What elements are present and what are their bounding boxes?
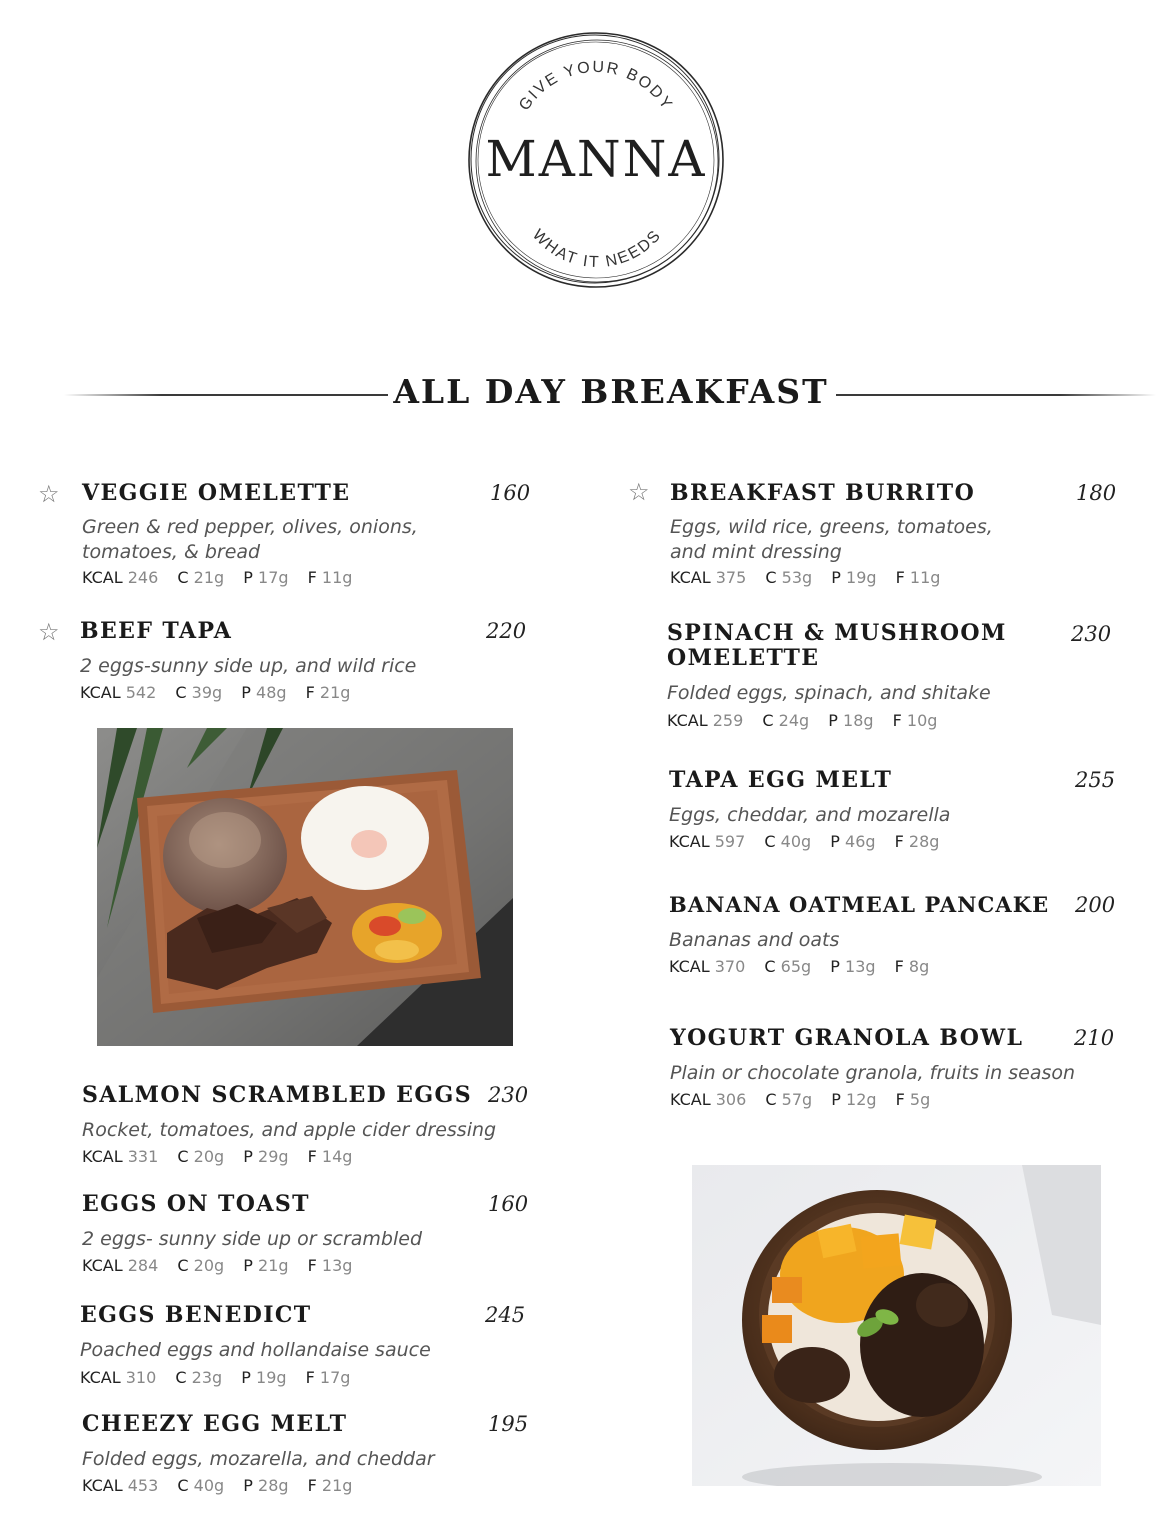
item-description: [670, 1061, 1110, 1086]
divider-right: [836, 394, 1156, 396]
item-name: SALMON SCRAMBLED EGGS: [82, 1082, 473, 1108]
item-price: 255: [1075, 768, 1116, 792]
protein-value: 17g: [258, 568, 289, 587]
fat-value: 8g: [908, 957, 930, 976]
fat-value: 11g: [909, 568, 941, 587]
carbs-label: C: [177, 1476, 189, 1495]
item-price: 230: [488, 1083, 529, 1107]
fat-label: F: [892, 711, 902, 730]
item-price: 245: [485, 1303, 526, 1327]
item-price: 160: [488, 1192, 529, 1216]
item-description: [667, 681, 1087, 706]
section-title: ALL DAY BREAKFAST: [393, 372, 829, 411]
kcal-label: KCAL: [82, 1256, 123, 1275]
fat-label: F: [307, 1147, 317, 1166]
item-description: [82, 515, 502, 565]
protein-value: 29g: [258, 1147, 289, 1166]
fat-value: 28g: [908, 832, 940, 851]
protein-label: P: [831, 1090, 841, 1109]
item-price: 200: [1075, 893, 1116, 917]
protein-value: 18g: [843, 711, 874, 730]
item-name: TAPA EGG MELT: [669, 767, 893, 793]
item-price: 220: [486, 619, 527, 643]
menu-item-eggs-benedict[interactable]: [80, 1302, 530, 1392]
item-price: 210: [1074, 1026, 1115, 1050]
nutrition-info: [82, 1147, 366, 1167]
carbs-value: 40g: [780, 832, 812, 851]
kcal-value: 453: [127, 1476, 159, 1495]
fat-label: F: [894, 957, 904, 976]
menu-item-spinach-mushroom-omelette[interactable]: [667, 621, 1117, 736]
protein-label: P: [828, 711, 838, 730]
item-description: [80, 1338, 500, 1363]
kcal-value: 284: [127, 1256, 159, 1275]
protein-label: P: [243, 568, 253, 587]
kcal-label: KCAL: [82, 1147, 123, 1166]
item-name: YOGURT GRANOLA BOWL: [670, 1025, 1024, 1051]
item-description: [670, 515, 1090, 565]
fat-value: 21g: [321, 1476, 353, 1495]
carbs-value: 53g: [781, 568, 813, 587]
kcal-label: KCAL: [670, 568, 711, 587]
kcal-label: KCAL: [669, 957, 710, 976]
item-price: 180: [1076, 481, 1117, 505]
kcal-label: KCAL: [670, 1090, 711, 1109]
carbs-label: C: [764, 957, 776, 976]
logo-arc-bottom: WHAT IT NEEDS: [528, 226, 666, 272]
nutrition-info: [667, 711, 951, 731]
carbs-value: 24g: [778, 711, 810, 730]
item-description: [82, 1447, 502, 1472]
protein-label: P: [241, 683, 251, 702]
item-name: VEGGIE OMELETTE: [82, 480, 351, 506]
menu-item-beef-tapa[interactable]: [38, 618, 530, 708]
carbs-value: 65g: [780, 957, 812, 976]
fat-label: F: [305, 1368, 315, 1387]
kcal-value: 597: [714, 832, 746, 851]
fat-label: F: [895, 568, 905, 587]
nutrition-info: [80, 1368, 364, 1388]
fat-value: 21g: [319, 683, 351, 702]
carbs-value: 20g: [193, 1147, 225, 1166]
fat-value: 13g: [321, 1256, 353, 1275]
menu-item-yogurt-granola-bowl[interactable]: [670, 1025, 1120, 1115]
carbs-value: 40g: [193, 1476, 225, 1495]
fat-label: F: [307, 1256, 317, 1275]
item-description: [82, 1118, 522, 1143]
carbs-label: C: [765, 568, 777, 587]
carbs-value: 57g: [781, 1090, 813, 1109]
nutrition-info: [82, 1476, 366, 1496]
protein-value: 28g: [258, 1476, 289, 1495]
item-name: EGGS BENEDICT: [80, 1302, 312, 1328]
nutrition-info: [669, 832, 953, 852]
carbs-label: C: [762, 711, 774, 730]
protein-value: 19g: [256, 1368, 287, 1387]
beef-tapa-plate-image: [97, 728, 513, 1046]
photo-beef-tapa: [97, 728, 513, 1046]
protein-value: 12g: [846, 1090, 877, 1109]
kcal-value: 542: [125, 683, 157, 702]
menu-item-cheezy-egg-melt[interactable]: [82, 1411, 532, 1501]
kcal-value: 310: [125, 1368, 157, 1387]
description-line: Eggs, wild rice, greens, tomatoes,: [670, 516, 993, 538]
item-name: BANANA OATMEAL PANCAKE: [669, 892, 1050, 917]
yogurt-granola-bowl-image: [692, 1165, 1101, 1486]
fat-value: 11g: [321, 568, 353, 587]
description-line: Eggs, cheddar, and mozarella: [669, 804, 951, 826]
item-price: 195: [488, 1412, 529, 1436]
description-line: Green & red pepper, olives, onions,: [82, 516, 418, 538]
description-line: Plain or chocolate granola, fruits in season: [670, 1062, 1076, 1084]
item-name: CHEEZY EGG MELT: [82, 1411, 348, 1437]
kcal-value: 306: [715, 1090, 747, 1109]
carbs-label: C: [175, 1368, 187, 1387]
kcal-label: KCAL: [82, 568, 123, 587]
item-description: [669, 928, 1089, 953]
protein-value: 48g: [256, 683, 287, 702]
menu-item-tapa-egg-melt[interactable]: [669, 767, 1119, 857]
svg-text:WHAT IT NEEDS: [529, 226, 665, 271]
item-name: SPINACH & MUSHROOM OMELETTE: [667, 620, 1007, 671]
kcal-label: KCAL: [667, 711, 708, 730]
divider-left: [64, 394, 388, 396]
fat-label: F: [305, 683, 315, 702]
item-price: 230: [1071, 622, 1112, 646]
protein-label: P: [830, 832, 840, 851]
protein-value: 19g: [846, 568, 877, 587]
description-line: Bananas and oats: [669, 929, 840, 951]
description-line: Rocket, tomatoes, and apple cider dressing: [82, 1119, 497, 1141]
item-name: BREAKFAST BURRITO: [670, 480, 976, 506]
kcal-label: KCAL: [80, 683, 121, 702]
menu-item-veggie-omelette[interactable]: [38, 480, 532, 590]
protein-value: 46g: [845, 832, 876, 851]
svg-text:GIVE YOUR BODY: [516, 59, 676, 114]
kcal-value: 259: [712, 711, 744, 730]
protein-label: P: [831, 568, 841, 587]
description-line: Folded eggs, spinach, and shitake: [667, 682, 991, 704]
logo-arc-top: GIVE YOUR BODY: [516, 58, 676, 114]
nutrition-info: [670, 568, 954, 588]
description-line: and mint dressing: [670, 541, 842, 563]
carbs-label: C: [177, 1256, 189, 1275]
fat-value: 10g: [906, 711, 938, 730]
fat-value: 17g: [319, 1368, 351, 1387]
description-line: 2 eggs-sunny side up, and wild rice: [80, 655, 417, 677]
logo-seal: [464, 26, 728, 294]
fat-label: F: [895, 1090, 905, 1109]
fat-label: F: [307, 568, 317, 587]
protein-label: P: [243, 1476, 253, 1495]
carbs-value: 23g: [191, 1368, 223, 1387]
item-name: BEEF TAPA: [80, 618, 233, 644]
nutrition-info: [669, 957, 943, 977]
carbs-label: C: [177, 1147, 189, 1166]
section-header: [0, 366, 1174, 422]
fat-label: F: [307, 1476, 317, 1495]
carbs-label: C: [175, 683, 187, 702]
description-line: Folded eggs, mozarella, and cheddar: [82, 1448, 435, 1470]
menu-item-salmon-scrambled-eggs[interactable]: [82, 1082, 532, 1172]
kcal-value: 331: [127, 1147, 159, 1166]
item-price: 160: [490, 481, 531, 505]
description-line: Poached eggs and hollandaise sauce: [80, 1339, 431, 1361]
nutrition-info: [82, 1256, 366, 1276]
kcal-label: KCAL: [80, 1368, 121, 1387]
photo-yogurt-granola-bowl: [692, 1165, 1101, 1486]
kcal-value: 375: [715, 568, 747, 587]
description-line: tomatoes, & bread: [82, 541, 261, 563]
kcal-value: 246: [127, 568, 159, 587]
nutrition-info: [82, 568, 366, 588]
protein-value: 13g: [845, 957, 876, 976]
protein-label: P: [241, 1368, 251, 1387]
protein-value: 21g: [258, 1256, 289, 1275]
item-description: [80, 654, 500, 679]
protein-label: P: [243, 1256, 253, 1275]
carbs-label: C: [765, 1090, 777, 1109]
item-description: [82, 1227, 502, 1252]
star-icon: ☆: [628, 478, 650, 506]
fat-label: F: [894, 832, 904, 851]
protein-label: P: [243, 1147, 253, 1166]
nutrition-info: [670, 1090, 944, 1110]
menu-item-banana-oatmeal-pancake[interactable]: [669, 892, 1119, 982]
menu-item-eggs-on-toast[interactable]: [82, 1191, 532, 1281]
kcal-label: KCAL: [669, 832, 710, 851]
carbs-value: 39g: [191, 683, 223, 702]
fat-value: 5g: [909, 1090, 931, 1109]
menu-item-breakfast-burrito[interactable]: [628, 478, 1120, 590]
carbs-label: C: [764, 832, 776, 851]
kcal-value: 370: [714, 957, 746, 976]
carbs-label: C: [177, 568, 189, 587]
carbs-value: 21g: [193, 568, 225, 587]
carbs-value: 20g: [193, 1256, 225, 1275]
star-icon: ☆: [38, 480, 60, 508]
nutrition-info: [80, 683, 364, 703]
star-icon: ☆: [38, 618, 60, 646]
brand-logo: [464, 26, 728, 294]
protein-label: P: [830, 957, 840, 976]
item-name: EGGS ON TOAST: [82, 1191, 310, 1217]
item-description: [669, 803, 1089, 828]
description-line: 2 eggs- sunny side up or scrambled: [82, 1228, 423, 1250]
logo-brand-text: MANNA: [485, 130, 707, 188]
fat-value: 14g: [321, 1147, 353, 1166]
kcal-label: KCAL: [82, 1476, 123, 1495]
